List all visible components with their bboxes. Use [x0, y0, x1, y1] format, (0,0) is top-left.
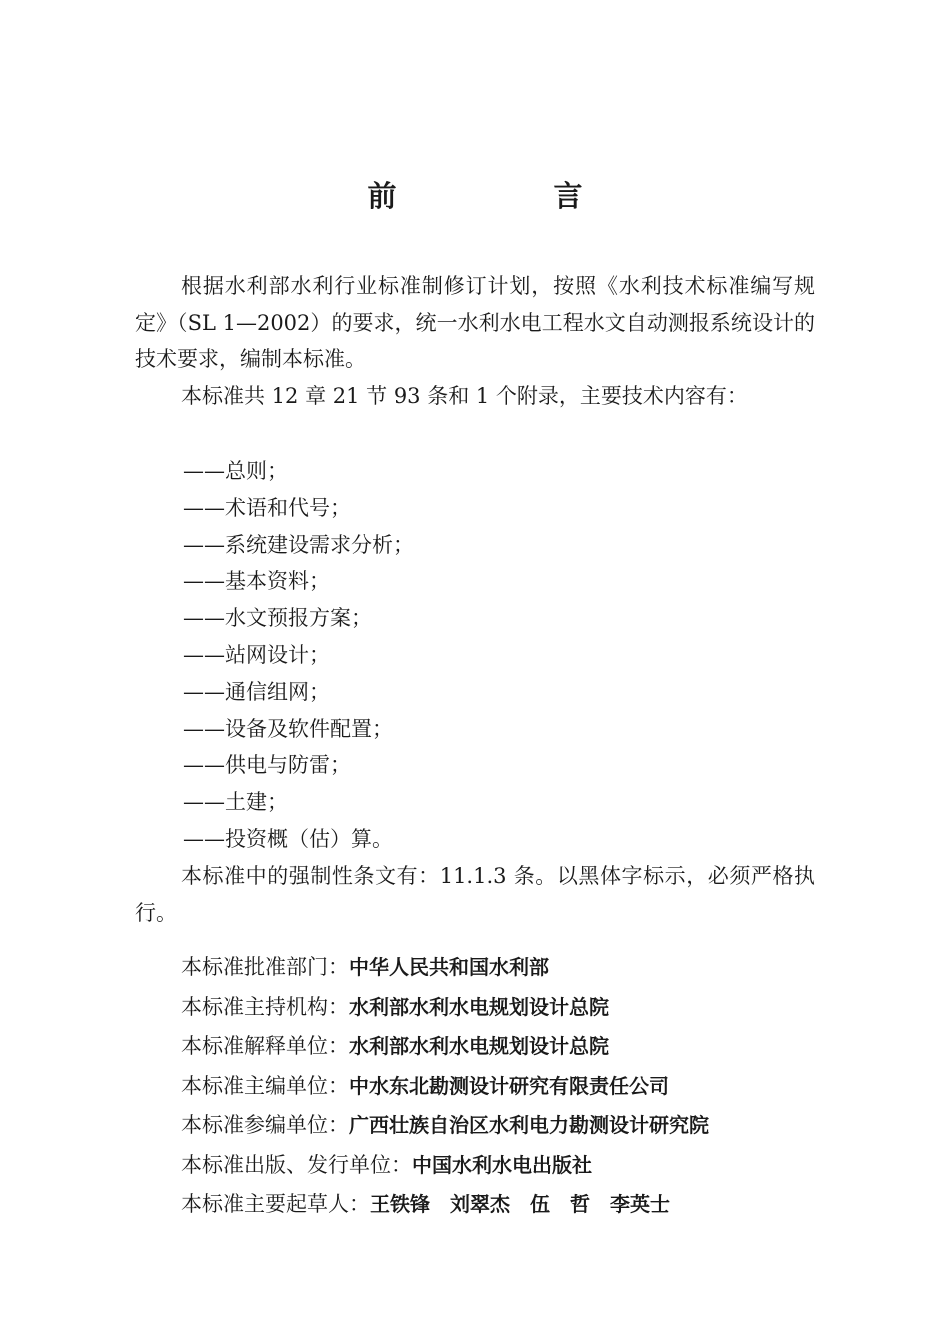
info-row-participating: [181, 1106, 709, 1146]
info-row-chief-editor: [181, 1067, 709, 1107]
intro-paragraph: [135, 268, 815, 378]
list-item: ——投资概（估）算。: [183, 826, 393, 851]
info-value: 王铁锋 刘翠杰 伍 哲 李英士: [370, 1192, 670, 1216]
list-item: ——站网设计；: [183, 642, 330, 667]
list-item: ——土建；: [183, 790, 288, 815]
standard-info-list: [181, 948, 709, 1225]
list-item: ——通信组网；: [183, 679, 330, 704]
list-item: ——系统建设需求分析；: [183, 532, 414, 557]
info-value: 中国水利水电出版社: [412, 1152, 592, 1177]
info-label: 本标准批准部门：: [181, 955, 349, 979]
info-row-interpretation: [181, 1027, 709, 1067]
intro-paragraph-text: 根据水利部水利行业标准制修订计划，按照《水利技术标准编写规定》（SL 1—2002）的要求，统一水利水电工程水文自动测报系统设计的技术要求，编制本标准。: [135, 274, 815, 371]
info-label: 本标准主要起草人：: [181, 1192, 370, 1216]
contents-intro-paragraph: [135, 378, 815, 415]
info-value: 广西壮族自治区水利电力勘测设计研究院: [349, 1113, 709, 1137]
list-item: ——供电与防雷；: [183, 753, 351, 778]
mandatory-clause-paragraph: [135, 858, 815, 931]
info-label: 本标准主编单位：: [181, 1073, 349, 1098]
info-label: 本标准出版、发行单位：: [181, 1152, 412, 1177]
info-value: 中华人民共和国水利部: [349, 955, 549, 979]
mandatory-clause-text: 本标准中的强制性条文有：11.1.3 条。以黑体字标示，必须严格执行。: [135, 864, 815, 925]
page-title: 前 言: [367, 179, 647, 213]
info-label: 本标准主持机构：: [181, 994, 349, 1019]
info-value: 水利部水利水电规划设计总院: [349, 1034, 609, 1058]
info-value: 水利部水利水电规划设计总院: [349, 994, 609, 1019]
list-item: ——总则；: [183, 459, 288, 483]
info-label: 本标准解释单位：: [181, 1034, 349, 1058]
contents-intro-text: 本标准共 12 章 21 节 93 条和 1 个附录，主要技术内容有：: [181, 384, 748, 408]
info-row-drafters: [181, 1185, 709, 1225]
content-list: [183, 453, 414, 858]
info-label: 本标准参编单位：: [181, 1113, 349, 1137]
list-item: ——水文预报方案；: [183, 606, 372, 631]
info-row-host: [181, 988, 709, 1028]
list-item: ——设备及软件配置；: [183, 716, 393, 741]
info-row-publisher: [181, 1146, 709, 1186]
list-item: ——术语和代号；: [183, 495, 351, 520]
info-row-approval: [181, 948, 709, 988]
info-value: 中水东北勘测设计研究有限责任公司: [349, 1073, 669, 1098]
list-item: ——基本资料；: [183, 569, 330, 594]
